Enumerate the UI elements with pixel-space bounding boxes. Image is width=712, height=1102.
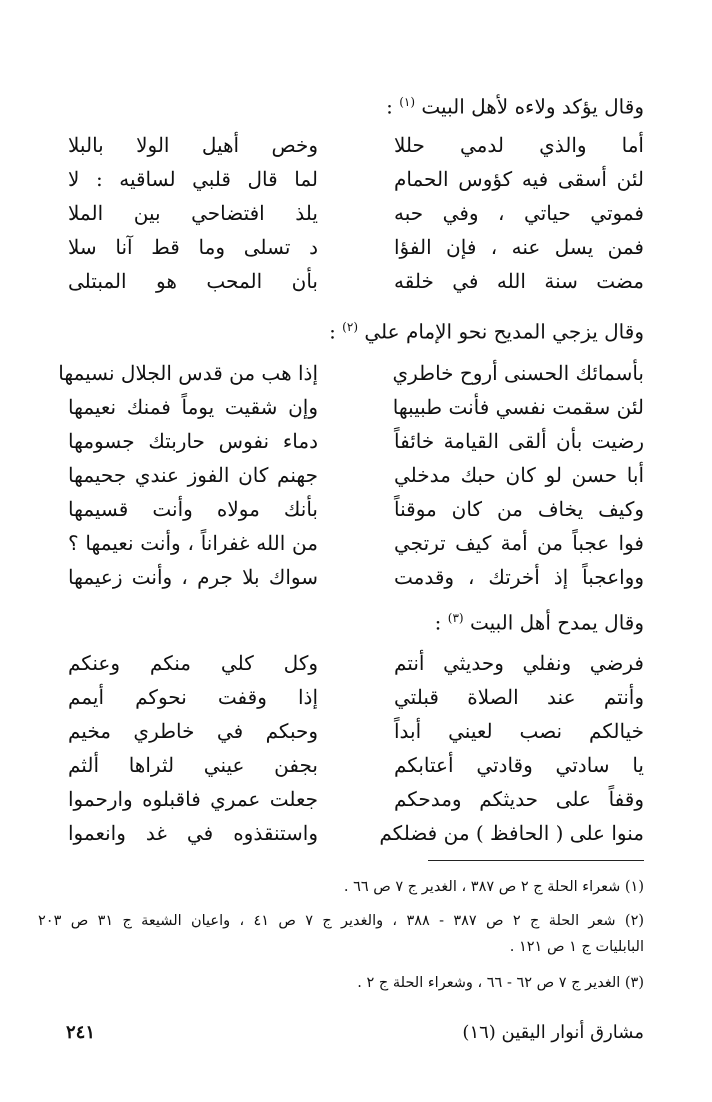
verse-first-hemistich: منوا على ( الحافظ ) من فضلكم	[379, 821, 644, 845]
footnote-divider	[428, 860, 644, 861]
verse-first-hemistich: يا سادتي وقادتي أعتابكم	[394, 753, 644, 777]
verse-first-hemistich: فمن يسل عنه ، فإن الفؤا	[394, 235, 644, 259]
verse-second-hemistich: سواك بلا جرم ، وأنت زعيمها	[68, 565, 318, 589]
verse-first-hemistich: لئن سقمت نفسي فأنت طبيبها	[392, 395, 644, 419]
verse-line	[68, 748, 644, 782]
verse-second-hemistich: وحبكم في خاطري مخيم	[68, 719, 318, 743]
footnote-3: (٣) الغدير ج ٧ ص ٦٢ - ٦٦ ، وشعراء الحلة ج ٢ .	[357, 975, 644, 991]
verse-line	[68, 492, 644, 526]
poem-intro-1	[84, 88, 644, 121]
verse-line	[68, 196, 644, 230]
verse-first-hemistich: رضيت بأن ألقى القيامة خائفاً	[394, 429, 644, 453]
intro-colon: :	[329, 319, 336, 344]
verse-line	[68, 128, 644, 162]
verse-second-hemistich: بجفن عيني لثراها ألثم	[68, 753, 318, 777]
verse-line	[68, 816, 644, 850]
poem-intro-3	[84, 604, 644, 637]
verse-line	[68, 424, 644, 458]
verse-second-hemistich: بأنك مولاه وأنت قسيمها	[68, 497, 318, 521]
verse-line	[68, 230, 644, 264]
verse-line	[68, 264, 644, 298]
book-title: مشارق أنوار اليقين (١٦)	[462, 1022, 644, 1043]
intro-text: وقال يمدح أهل البيت	[469, 610, 644, 635]
verse-first-hemistich: وأنتم عند الصلاة قبلتي	[394, 685, 644, 709]
verse-second-hemistich: د تسلى وما قط آنا سلا	[68, 235, 318, 259]
verse-line	[68, 782, 644, 816]
intro-text: وقال يزجي المديح نحو الإمام علي	[364, 319, 644, 344]
verse-second-hemistich: جهنم كان الفوز عندي جحيمها	[68, 463, 318, 487]
verse-line	[68, 390, 644, 424]
footnote-ref: (٣)	[447, 611, 464, 625]
verse-second-hemistich: إذا هب من قدس الجلال نسيمها	[58, 361, 318, 385]
intro-colon: :	[434, 610, 442, 635]
verse-line	[68, 680, 644, 714]
verse-second-hemistich: وكل كلي منكم وعنكم	[68, 651, 318, 675]
verse-first-hemistich: فموتي حياتي ، وفي حبه	[394, 201, 644, 225]
footnote-ref: (٢)	[342, 320, 358, 334]
verse-line	[68, 458, 644, 492]
verse-second-hemistich: من الله غفراناً ، وأنت نعيمها ؟	[68, 531, 318, 555]
footnote-1: (١) شعراء الحلة ج ٢ ص ٣٨٧ ، الغدير ج ٧ ص ٦٦ .	[343, 879, 644, 895]
verse-second-hemistich: دماء نفوس حاربتك جسومها	[68, 429, 318, 453]
verse-line	[68, 646, 644, 680]
verse-line	[68, 162, 644, 196]
verse-first-hemistich: أما والذي لدمي حللا	[394, 133, 644, 157]
verse-second-hemistich: لما قال قلبي لساقيه : لا	[68, 167, 318, 191]
verse-first-hemistich: فرضي ونفلي وحديثي أنتم	[394, 651, 644, 675]
verse-line	[68, 560, 644, 594]
verse-first-hemistich: بأسمائك الحسنى أروح خاطري	[392, 361, 644, 385]
poem-3	[68, 646, 644, 850]
page-number: ٢٤١	[66, 1022, 96, 1043]
intro-text: وقال يؤكد ولاءه لأهل البيت	[421, 94, 644, 119]
verse-line	[68, 526, 644, 560]
verse-first-hemistich: وقفاً على حديثكم ومدحكم	[394, 787, 644, 811]
poem-intro-2	[84, 313, 644, 346]
footnote-2-continued: البابليات ج ١ ص ١٢١ .	[509, 939, 644, 955]
verse-line	[68, 714, 644, 748]
verse-first-hemistich: وواعجباً إذ أخرتك ، وقدمت	[394, 565, 644, 589]
verse-first-hemistich: فوا عجباً من أمة كيف ترتجي	[394, 531, 644, 555]
verse-second-hemistich: واستنقذوه في غد وانعموا	[68, 821, 318, 845]
verse-second-hemistich: بأن المحب هو المبتلى	[68, 269, 318, 293]
verse-second-hemistich: وإن شقيت يوماً فمنك نعيمها	[68, 395, 318, 419]
verse-first-hemistich: مضت سنة الله في خلقه	[394, 269, 644, 293]
page-footer	[66, 1018, 644, 1048]
verse-first-hemistich: وكيف يخاف من كان موقناً	[394, 497, 644, 521]
verse-line	[58, 356, 644, 390]
verse-first-hemistich: لئن أسقى فيه كؤوس الحمام	[394, 167, 644, 191]
poem-2	[58, 356, 644, 594]
verse-second-hemistich: وخص أهيل الولا بالبلا	[68, 133, 318, 157]
footnote-2: (٢) شعر الحلة ج ٢ ص ٣٨٧ - ٣٨٨ ، والغدير ج ٧ ص ٤١ ، واعيان الشيعة ج ٣١ ص ٢٠٣	[38, 913, 645, 929]
footnote-ref: (١)	[399, 95, 416, 109]
verse-second-hemistich: يلذ افتضاحي بين الملا	[68, 201, 318, 225]
verse-first-hemistich: أبا حسن لو كان حبك مدخلي	[394, 463, 644, 487]
intro-colon: :	[386, 94, 393, 119]
verse-second-hemistich: إذا وقفت نحوكم أيمم	[68, 685, 318, 709]
poem-1	[68, 128, 644, 298]
verse-second-hemistich: جعلت عمري فاقبلوه وارحموا	[68, 787, 318, 811]
verse-first-hemistich: خيالكم نصب لعيني أبداً	[394, 719, 644, 743]
